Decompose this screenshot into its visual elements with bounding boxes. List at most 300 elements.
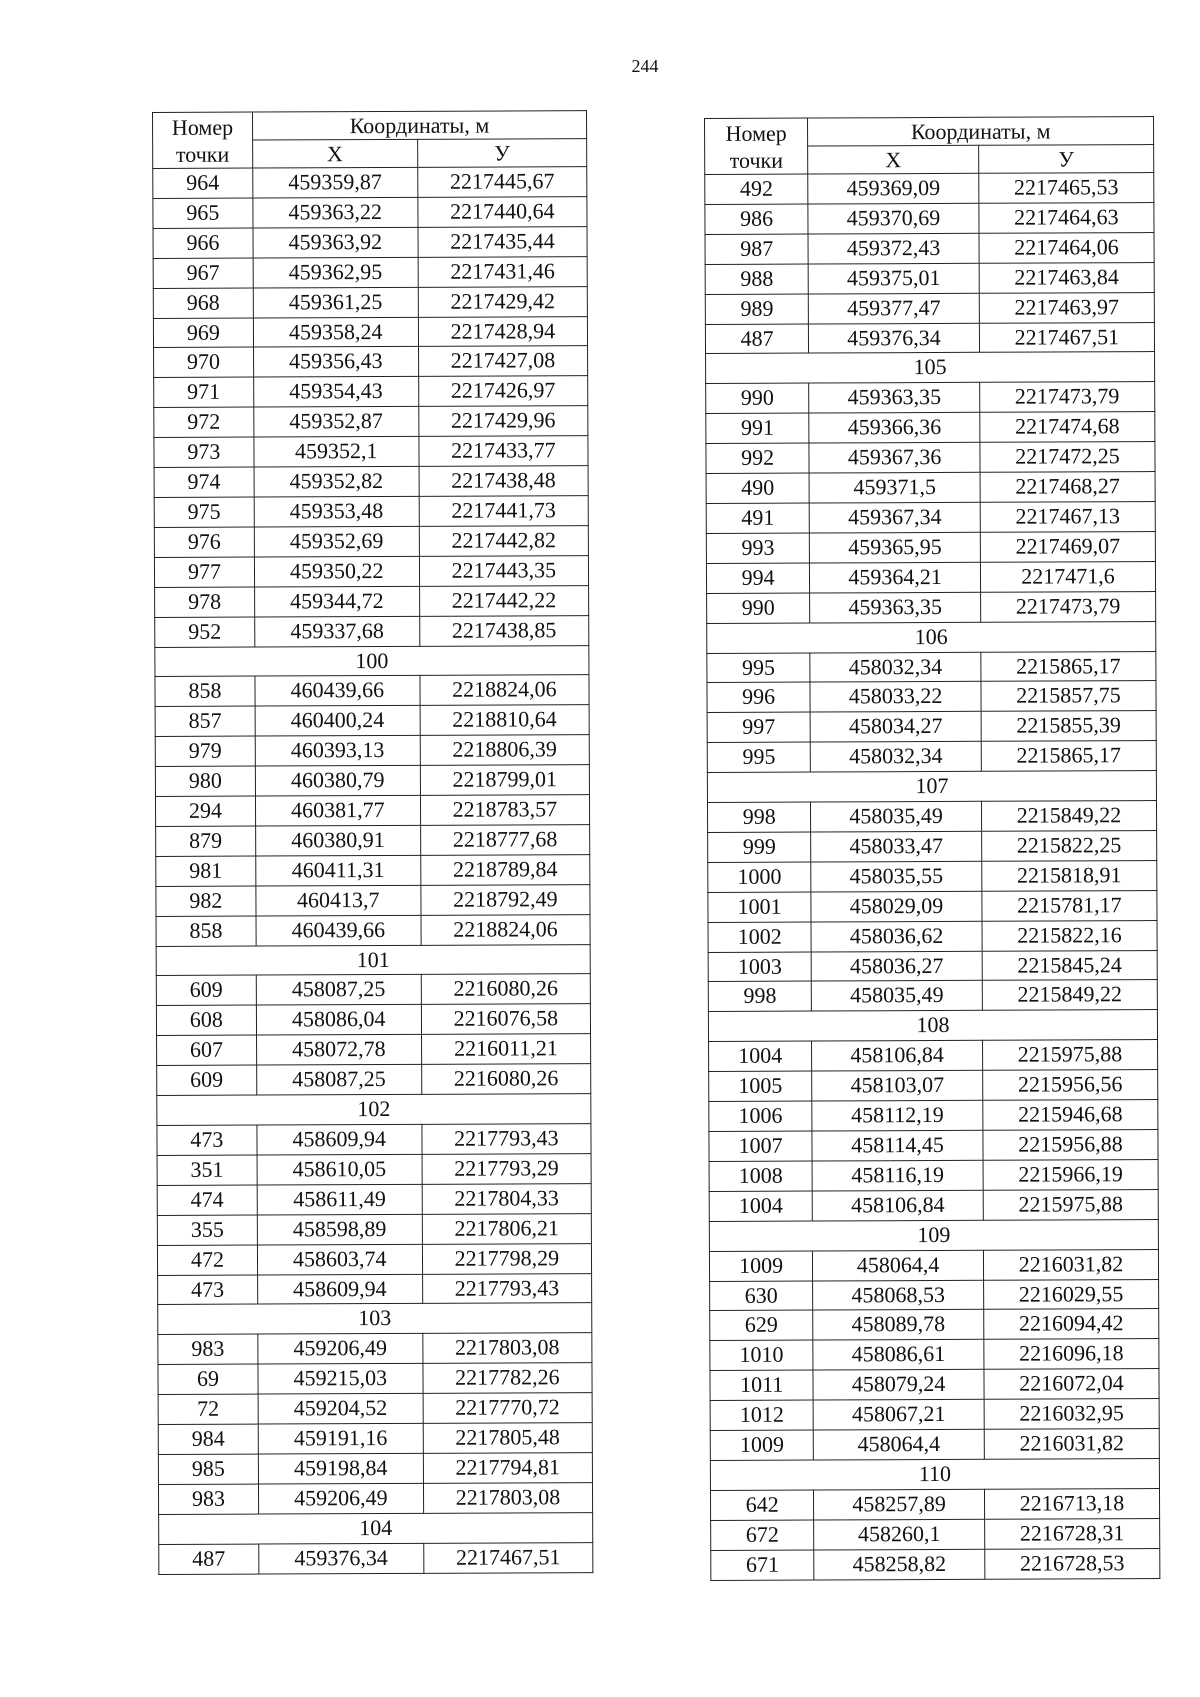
point-number-cell: 1010 [710,1340,813,1370]
section-number: 106 [707,621,1156,653]
point-number-cell: 672 [711,1520,814,1550]
table-row [153,256,587,288]
x-coordinate-cell: 459354,43 [253,377,418,408]
y-coordinate-cell: 2218783,57 [420,795,589,826]
y-coordinate-cell: 2217770,72 [423,1393,592,1424]
point-number-cell: 995 [707,653,810,683]
point-number-cell: 1009 [709,1251,812,1281]
section-number: 107 [707,771,1156,803]
point-number-cell: 974 [154,467,254,497]
y-coordinate-cell: 2215822,16 [982,920,1157,951]
point-number-cell: 987 [705,234,808,264]
x-column-header: X [252,139,417,168]
point-number-cell: 973 [154,437,254,467]
point-number-cell: 472 [157,1245,257,1275]
table-row [157,1124,591,1156]
y-coordinate-cell: 2217469,07 [980,531,1155,562]
section-row [707,771,1156,803]
point-number-cell: 69 [158,1364,258,1394]
x-column-header: X [808,145,979,174]
x-coordinate-cell: 458106,84 [812,1190,983,1221]
x-coordinate-cell: 459206,49 [258,1334,423,1365]
y-coordinate-cell: 2215975,88 [982,1040,1157,1071]
section-number: 109 [709,1219,1158,1251]
x-coordinate-cell: 458064,4 [813,1429,984,1460]
point-number-cell: 487 [159,1544,259,1574]
x-coordinate-cell: 458260,1 [814,1519,985,1550]
table-row [154,496,588,528]
x-coordinate-cell: 459204,52 [258,1393,423,1424]
table-row [706,561,1155,593]
point-number-cell: 72 [158,1394,258,1424]
point-number-cell: 971 [154,377,254,407]
table-row [705,232,1154,264]
y-coordinate-cell: 2215822,25 [981,830,1156,861]
point-number-cell: 1003 [708,952,811,982]
y-coordinate-cell: 2217442,82 [419,525,588,556]
x-coordinate-cell: 458257,89 [814,1489,985,1520]
x-coordinate-cell: 459352,1 [254,436,419,467]
point-number-cell: 474 [157,1185,257,1215]
left-table-body [153,167,593,1574]
y-coordinate-cell: 2218806,39 [420,735,589,766]
table-row [705,322,1154,354]
x-coordinate-cell: 459215,03 [258,1364,423,1395]
y-coordinate-cell: 2216032,95 [984,1399,1159,1430]
section-number: 108 [708,1010,1157,1042]
y-coordinate-cell: 2217464,06 [979,232,1154,263]
point-number-cell: 473 [158,1275,258,1305]
point-number-cell: 966 [153,228,253,258]
point-number-cell: 996 [707,682,810,712]
point-number-cell: 975 [154,497,254,527]
table-row [155,585,589,617]
x-coordinate-cell: 458089,78 [813,1310,984,1341]
x-coordinate-cell: 459361,25 [253,287,418,318]
point-number-cell: 997 [707,712,810,742]
section-number: 100 [155,645,589,677]
x-coordinate-cell: 458032,34 [810,742,981,773]
table-row [710,1488,1159,1520]
point-number-cell: 976 [154,527,254,557]
x-coordinate-cell: 458067,21 [813,1399,984,1430]
table-row [155,675,589,707]
y-coordinate-cell: 2217782,26 [423,1363,592,1394]
point-number-cell: 355 [157,1215,257,1245]
point-number-cell: 980 [155,766,255,796]
x-coordinate-cell: 459363,92 [253,227,418,258]
table-row [156,825,590,857]
y-coordinate-cell: 2218799,01 [420,765,589,796]
y-coordinate-cell: 2217805,48 [423,1423,592,1454]
point-number-cell: 998 [708,982,811,1012]
point-number-cell: 965 [153,198,253,228]
table-row [158,1363,592,1395]
point-number-cell: 642 [710,1490,813,1520]
table-row [155,765,589,797]
x-coordinate-cell: 458034,27 [810,712,981,743]
x-coordinate-cell: 458609,94 [257,1274,422,1305]
x-coordinate-cell: 459365,95 [810,532,981,563]
y-coordinate-cell: 2218810,64 [420,705,589,736]
section-row [709,1219,1158,1251]
y-coordinate-cell: 2216029,55 [983,1279,1158,1310]
point-number-cell: 609 [157,1065,257,1095]
point-number-cell: 609 [156,976,256,1006]
y-coordinate-cell: 2217794,81 [423,1453,592,1484]
table-row [157,1034,591,1066]
y-column-header: У [978,145,1153,174]
table-row [705,262,1154,294]
point-number-cell: 492 [705,174,808,204]
x-coordinate-cell: 459364,21 [810,562,981,593]
y-coordinate-cell: 2215855,39 [981,711,1156,742]
x-coordinate-cell: 459367,34 [809,502,980,533]
point-number-cell: 986 [705,204,808,234]
point-number-cell: 969 [153,318,253,348]
x-coordinate-cell: 459352,82 [254,466,419,497]
point-number-cell: 1000 [708,862,811,892]
table-row [705,292,1154,324]
table-row [158,1333,592,1365]
x-coordinate-cell: 459206,49 [258,1483,423,1514]
y-coordinate-cell: 2215956,56 [983,1070,1158,1101]
coordinates-header: Координаты, м [252,111,586,140]
section-row [706,352,1155,384]
table-row [155,735,589,767]
point-number-cell: 1008 [709,1161,812,1191]
section-row [710,1458,1159,1490]
table-row [153,167,587,199]
x-coordinate-cell: 459362,95 [253,257,418,288]
x-coordinate-cell: 458116,19 [812,1160,983,1191]
table-row [710,1369,1159,1401]
y-coordinate-cell: 2217431,46 [418,256,587,287]
table-row [709,1070,1158,1102]
y-coordinate-cell: 2217803,08 [423,1333,592,1364]
table-row [709,1100,1158,1132]
table-row [158,1273,592,1305]
point-number-cell: 999 [708,832,811,862]
y-coordinate-cell: 2217426,97 [418,376,587,407]
x-coordinate-cell: 460393,13 [255,736,420,767]
point-number-cell: 964 [153,168,253,198]
x-coordinate-cell: 459191,16 [258,1423,423,1454]
x-coordinate-cell: 459353,48 [254,496,419,527]
point-number-cell: 998 [707,802,810,832]
x-coordinate-cell: 459375,01 [808,263,979,294]
point-number-cell: 970 [154,347,254,377]
point-number-header [153,112,253,168]
y-coordinate-cell: 2217427,08 [418,346,587,377]
point-number-cell: 985 [158,1454,258,1484]
y-coordinate-cell: 2217806,21 [422,1213,591,1244]
x-coordinate-cell: 459363,35 [810,592,981,623]
table-row [707,591,1156,623]
point-number-cell: 629 [710,1310,813,1340]
table-row [154,436,588,468]
page-number: 244 [631,56,659,76]
y-coordinate-cell: 2217803,08 [423,1482,592,1513]
x-coordinate-cell: 460380,79 [255,765,420,796]
point-number-cell: 491 [706,503,809,533]
point-number-header-line1: Номер [725,120,787,146]
x-coordinate-cell: 459371,5 [809,472,980,503]
x-coordinate-cell: 458033,22 [810,682,981,713]
x-coordinate-cell: 458086,61 [813,1340,984,1371]
x-coordinate-cell: 458068,53 [813,1280,984,1311]
table-row [706,382,1155,414]
table-row [710,1279,1159,1311]
y-coordinate-cell: 2216080,26 [421,1064,590,1095]
y-coordinate-cell: 2217804,33 [422,1183,591,1214]
table-row [707,651,1156,683]
table-row [158,1482,592,1514]
point-number-cell: 990 [706,383,809,413]
y-coordinate-cell: 2217471,6 [980,561,1155,592]
y-coordinate-cell: 2217438,48 [419,466,588,497]
x-coordinate-cell: 459356,43 [253,347,418,378]
table-row [156,854,590,886]
table-row [708,980,1157,1012]
table-row [709,1159,1158,1191]
table-row [157,1243,591,1275]
point-number-cell: 1002 [708,922,811,952]
y-coordinate-cell: 2218824,06 [421,914,590,945]
section-row [157,1094,591,1126]
x-coordinate-cell: 459352,69 [254,526,419,557]
point-number-cell: 608 [156,1005,256,1035]
y-coordinate-cell: 2215818,91 [982,860,1157,891]
y-coordinate-cell: 2217465,53 [979,173,1154,204]
x-coordinate-cell: 460400,24 [255,706,420,737]
y-coordinate-cell: 2217433,77 [419,436,588,467]
y-coordinate-cell: 2217467,51 [979,322,1154,353]
section-number: 103 [158,1303,592,1335]
y-coordinate-cell: 2217474,68 [980,412,1155,443]
section-row [159,1512,593,1544]
point-number-cell: 992 [706,443,809,473]
x-coordinate-cell: 459359,87 [253,167,418,198]
x-coordinate-cell: 460413,7 [256,885,421,916]
table-row [154,406,588,438]
point-number-cell: 988 [705,264,808,294]
x-coordinate-cell: 459370,69 [808,203,979,234]
table-row [153,197,587,229]
x-coordinate-cell: 459337,68 [255,616,420,647]
y-coordinate-cell: 2217473,79 [980,591,1155,622]
x-coordinate-cell: 458036,62 [811,921,982,952]
y-coordinate-cell: 2217429,42 [418,286,587,317]
x-coordinate-cell: 458106,84 [812,1041,983,1072]
section-number: 102 [157,1094,591,1126]
table-row [710,1429,1159,1461]
table-row [156,974,590,1006]
table-row [153,286,587,318]
point-number-cell: 994 [706,563,809,593]
point-number-cell: 858 [155,676,255,706]
table-row [155,615,589,647]
y-coordinate-cell: 2216080,26 [421,974,590,1005]
x-coordinate-cell: 458103,07 [812,1070,983,1101]
point-number-cell: 1007 [709,1131,812,1161]
point-number-cell: 857 [155,706,255,736]
table-row [157,1064,591,1096]
y-coordinate-cell: 2217467,51 [423,1542,592,1573]
y-coordinate-cell: 2215857,75 [981,681,1156,712]
x-coordinate-cell: 459369,09 [808,173,979,204]
table-row [707,711,1156,743]
x-coordinate-cell: 459358,24 [253,317,418,348]
y-coordinate-cell: 2217442,22 [419,585,588,616]
table-row [155,795,589,827]
table-row [158,1393,592,1425]
y-coordinate-cell: 2218789,84 [420,854,589,885]
coordinates-header: Координаты, м [808,117,1154,147]
section-number: 101 [156,944,590,976]
x-coordinate-cell: 458114,45 [812,1130,983,1161]
y-coordinate-cell: 2217798,29 [422,1243,591,1274]
point-number-cell: 294 [155,796,255,826]
y-coordinate-cell: 2217429,96 [419,406,588,437]
y-coordinate-cell: 2217793,29 [422,1154,591,1185]
left-coordinates-table [152,110,593,1574]
x-coordinate-cell: 459366,36 [809,413,980,444]
section-row [155,645,589,677]
y-coordinate-cell: 2216076,58 [421,1004,590,1035]
y-coordinate-cell: 2217441,73 [419,496,588,527]
table-row [154,555,588,587]
x-coordinate-cell: 458032,34 [810,652,981,683]
table-row [153,316,587,348]
y-coordinate-cell: 2215865,17 [981,651,1156,682]
point-number-cell: 671 [711,1550,814,1580]
point-number-cell: 1012 [710,1400,813,1430]
y-coordinate-cell: 2217463,97 [979,292,1154,323]
table-row [706,442,1155,474]
point-number-cell: 981 [156,856,256,886]
point-number-cell: 984 [158,1424,258,1454]
point-number-cell: 1004 [709,1041,812,1071]
y-coordinate-cell: 2216031,82 [983,1249,1158,1280]
y-coordinate-cell: 2217468,27 [980,472,1155,503]
point-number-cell: 1009 [710,1430,813,1460]
table-row [156,914,590,946]
y-coordinate-cell: 2218777,68 [420,825,589,856]
x-coordinate-cell: 458610,05 [257,1154,422,1185]
y-coordinate-cell: 2215849,22 [982,980,1157,1011]
point-number-cell: 983 [158,1484,258,1514]
x-coordinate-cell: 459363,35 [809,383,980,414]
table-row [709,1040,1158,1072]
section-row [707,621,1156,653]
y-coordinate-cell: 2215781,17 [982,890,1157,921]
table-row [155,705,589,737]
point-number-header-line2: точки [729,147,784,173]
x-coordinate-cell: 459372,43 [808,233,979,264]
point-number-cell: 1011 [710,1370,813,1400]
x-coordinate-cell: 458036,27 [811,951,982,982]
y-coordinate-cell: 2217428,94 [418,316,587,347]
x-coordinate-cell: 458603,74 [257,1244,422,1275]
y-coordinate-cell: 2216728,53 [985,1548,1160,1579]
table-row [710,1399,1159,1431]
section-row [158,1303,592,1335]
table-row [709,1130,1158,1162]
section-row [708,1010,1157,1042]
x-coordinate-cell: 459377,47 [809,293,980,324]
y-coordinate-cell: 2216096,18 [984,1339,1159,1370]
table-row [157,1154,591,1186]
x-coordinate-cell: 458087,25 [256,1065,421,1096]
table-row [710,1339,1159,1371]
table-row [705,202,1154,234]
table-row [154,466,588,498]
point-number-cell: 993 [706,533,809,563]
x-coordinate-cell: 458079,24 [813,1370,984,1401]
table-row [706,472,1155,504]
y-coordinate-cell: 2217443,35 [419,555,588,586]
table-row [154,346,588,378]
point-number-cell: 1005 [709,1071,812,1101]
table-row [708,950,1157,982]
x-coordinate-cell: 458035,55 [811,861,982,892]
table-row [708,920,1157,952]
x-coordinate-cell: 458033,47 [811,831,982,862]
table-row [156,1004,590,1036]
right-coordinates-table [704,116,1160,1581]
table-row [154,376,588,408]
point-number-cell: 979 [155,736,255,766]
x-coordinate-cell: 458072,78 [256,1035,421,1066]
point-number-cell: 977 [154,557,254,587]
x-coordinate-cell: 460380,91 [255,825,420,856]
table-row [157,1213,591,1245]
point-number-cell: 990 [707,593,810,623]
y-coordinate-cell: 2217435,44 [418,226,587,257]
y-coordinate-cell: 2216728,31 [984,1518,1159,1549]
table-row [707,681,1156,713]
y-coordinate-cell: 2215946,68 [983,1100,1158,1131]
table-row [153,226,587,258]
x-coordinate-cell: 458087,25 [256,975,421,1006]
x-coordinate-cell: 460381,77 [255,795,420,826]
y-coordinate-cell: 2215975,88 [983,1189,1158,1220]
x-coordinate-cell: 458086,04 [256,1005,421,1036]
x-coordinate-cell: 458258,82 [814,1549,985,1580]
x-coordinate-cell: 459198,84 [258,1453,423,1484]
point-number-cell: 487 [705,324,808,354]
point-number-header [705,118,809,174]
table-row [708,860,1157,892]
point-number-cell: 630 [710,1281,813,1311]
y-coordinate-cell: 2215865,17 [981,741,1156,772]
x-coordinate-cell: 458035,49 [812,981,983,1012]
y-coordinate-cell: 2217472,25 [980,442,1155,473]
point-number-cell: 995 [707,742,810,772]
y-coordinate-cell: 2216031,82 [984,1429,1159,1460]
y-coordinate-cell: 2217467,13 [980,502,1155,533]
point-number-cell: 473 [157,1125,257,1155]
table-row [154,525,588,557]
x-coordinate-cell: 459376,34 [259,1543,424,1574]
y-coordinate-cell: 2217473,79 [980,382,1155,413]
x-coordinate-cell: 458598,89 [257,1214,422,1245]
y-coordinate-cell: 2215956,88 [983,1130,1158,1161]
y-coordinate-cell: 2215849,22 [981,801,1156,832]
x-coordinate-cell: 458035,49 [811,801,982,832]
y-coordinate-cell: 2215966,19 [983,1159,1158,1190]
